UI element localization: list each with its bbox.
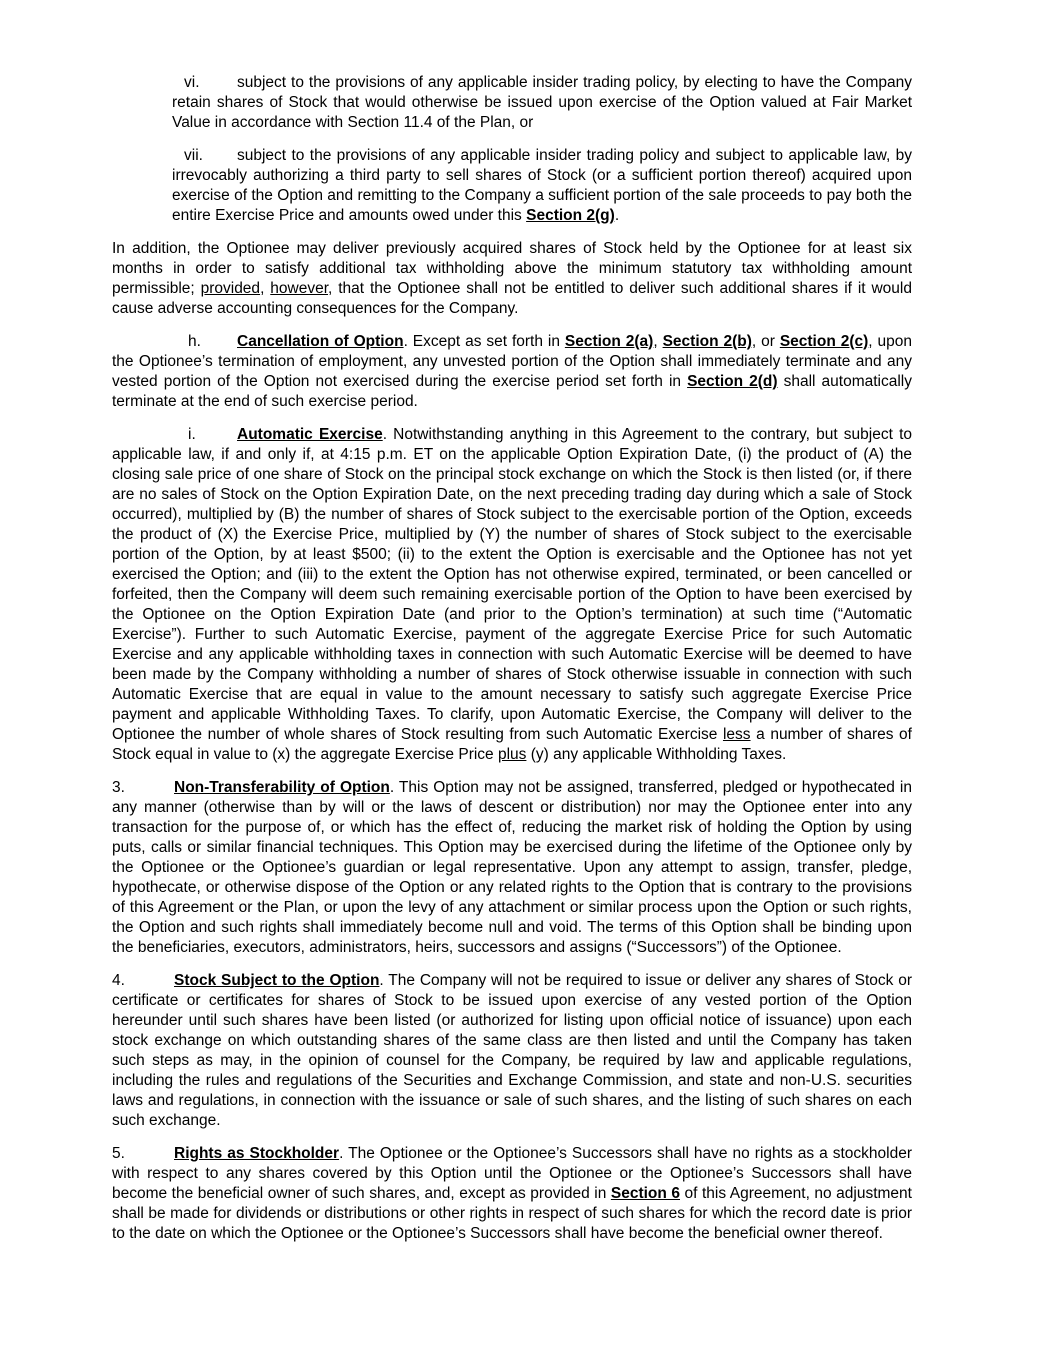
paragraph-number: vi. xyxy=(184,74,200,91)
paragraph-number: 3. xyxy=(112,779,125,796)
text-run: a number of shares of Stock equal in value to (x) the aggregate Exercise Price xyxy=(112,726,912,763)
heading-non-transferability-of-option: Non-Transferability of Option xyxy=(174,779,390,796)
paragraph-number: vii. xyxy=(184,147,203,164)
section-6-ref: Section 6 xyxy=(610,1185,680,1202)
heading-stock-subject-to-the-option: Stock Subject to the Option xyxy=(174,972,380,989)
heading-cancellation-of-option: Cancellation of Option xyxy=(237,333,404,350)
paragraph-number: 4. xyxy=(112,972,125,989)
section-2c-ref: Section 2(c) xyxy=(779,333,869,350)
section-2d-ref: Section 2(d) xyxy=(687,373,778,390)
section-2b-ref: Section 2(b) xyxy=(662,333,752,350)
clause-vi xyxy=(172,73,912,133)
text-run: . The Company will not be required to issue or deliver any shares of Stock or certificate or certificates for shares of Stock to be issued upon exercise of any vested portion of the Option hereunder until such shares have been listed (or authorized for listing upon official notice of issuance) upon each stock exchange on which outstanding shares of the same class are then listed and until the Company has taken such steps as may, in the opinion of counsel for the Company, be required by law and applicable regulations, including the rules and regulations of the Securities and Exchange Commission, and state and non-U.S. securities laws and regulations, in connection with the issuance or sale of such shares, and the listing of such shares on each such exchange. xyxy=(112,972,913,1129)
text-run: subject to the provisions of any applicable insider trading policy and subject to applicable law, by irrevocably authorizing a third party to sell shares of Stock (or a sufficient portion thereof) acquired upon exercise of the Option and remitting to the Company a sufficient portion of the sale proceeds to pay both the entire Exercise Price and amounts owed under this xyxy=(172,147,912,224)
heading-automatic-exercise: Automatic Exercise xyxy=(237,426,383,443)
section-2a-ref: Section 2(a) xyxy=(564,333,654,350)
text-run: , that the Optionee shall not be entitled to deliver such additional shares if it would cause adverse accounting consequences for the Company. xyxy=(112,280,912,317)
text-run: less xyxy=(722,726,751,743)
text-run: . This Option may not be assigned, transferred, pledged or hypothecated in any manner (otherwise than by will or the laws of descent or distribution) nor may the Optionee enter into any transaction for the purpose of, or which has the effect of, reducing the market risk of holding the Option by using puts, calls or similar financial techniques. This Option may be exercised during the lifetime of the Optionee only by the Optionee or the Optionee’s guardian or legal representative. Upon any attempt to assign, transfer, pledge, hypothecate, or otherwise dispose of the Option or any related rights to the Option that is contrary to the provisions of this Agreement or the Plan, or upon the levy of any attachment or similar process upon the Option or such rights, the Option and such rights shall immediately become null and void. The terms of this Option shall be binding upon the beneficiaries, executors, administrators, heirs, successors and assigns (“Successors”) of the Optionee. xyxy=(112,779,912,956)
text-run: , xyxy=(260,280,271,297)
text-run: . Notwithstanding anything in this Agreement to the contrary, but subject to applicable law, if and only if, at 4:15 p.m. ET on the applicable Option Expiration Date, (i) the product of (A) the closing sale price of one share of Stock on the principal stock exchange on which the Stock is then listed (or, if there are no sales of Stock on the Option Expiration Date, on the next preceding trading day during which a sale of Stock occurred), multiplied by (B) the number of shares of Stock subject to the exercisable portion of the Option, exceeds the product of (X) the Exercise Price, multiplied by (Y) the number of shares of Stock subject to the exercisable portion of the Option, by at least $500; (ii) to the extent the Option is exercisable and the Optionee has not yet exercised the Option; and (iii) to the extent the Option has not otherwise expired, terminated, or been cancelled or forfeited, then the Company will deem such remaining exercisable portion of the Option to have been exercised by the Optionee on the Option Expiration Date (and prior to the Option’s termination) at such time (“Automatic Exercise”). Further to such Automatic Exercise, payment of the aggregate Exercise Price for such Automatic Exercise and any applicable withholding taxes in connection with such Automatic Exercise will be deemed to have been made by the Company withholding a number of shares of Stock otherwise issuable in connection with such Automatic Exercise that are equal in value to the amount necessary to satisfy such aggregate Exercise Price payment and applicable Withholding Taxes. To clarify, upon Automatic Exercise, the Company will deliver to the Optionee the number of whole shares of Stock resulting from such Automatic Exercise xyxy=(112,426,912,743)
paragraph-number: h. xyxy=(188,333,201,350)
clause-vii xyxy=(172,146,912,226)
text-run: , upon the Optionee’s termination of employment, any unvested portion of the Option shall immediately terminate and any vested portion of the Option not exercised during the exercise period set forth in xyxy=(112,333,912,390)
text-run: however xyxy=(270,280,329,297)
section-2g-ref: Section 2(g) xyxy=(526,207,615,224)
text-run: In addition, the Optionee may deliver previously acquired shares of Stock held by the Optionee for at least six months in order to satisfy additional tax withholding above the minimum statutory tax withholding amount permissible; xyxy=(112,240,912,297)
clause-i-automatic-exercise xyxy=(112,425,912,765)
text-run: . Except as set forth in xyxy=(403,333,565,350)
section-4-stock-subject xyxy=(112,971,912,1131)
text-run: of this Agreement, no adjustment shall be made for dividends or distributions or other rights in respect of such shares for which the record date is prior to the date on which the Optionee or the Optionee’s Successors shall have become the beneficial owner thereof. xyxy=(112,1185,912,1242)
paragraph-number: 5. xyxy=(112,1145,125,1162)
text-run: subject to the provisions of any applicable insider trading policy, by electing to have the Company retain shares of Stock that would otherwise be issued upon exercise of the Option valued at Fair Market Value in accordance with Section 11.4 of the Plan, or xyxy=(172,74,912,131)
text-run: (y) any applicable Withholding Taxes. xyxy=(526,746,787,763)
text-run: . xyxy=(614,207,620,224)
text-run: , xyxy=(653,333,663,350)
heading-rights-as-stockholder: Rights as Stockholder xyxy=(174,1145,340,1162)
text-run: . The Optionee or the Optionee’s Successors shall have no rights as a stockholder with respect to any shares covered by this Option until the Optionee or the Optionee’s Successors shall have become the beneficial owner of such shares, and, except as provided in xyxy=(112,1145,912,1202)
paragraph-number: i. xyxy=(188,426,196,443)
section-5-rights-stockholder xyxy=(112,1144,912,1244)
section-3-non-transferability xyxy=(112,778,912,958)
text-run: shall automatically terminate at the end of such exercise period. xyxy=(112,373,912,410)
text-run: , or xyxy=(751,333,780,350)
clause-h-cancellation-of-option xyxy=(112,332,912,412)
text-run: plus xyxy=(497,746,527,763)
text-run: provided xyxy=(200,280,261,297)
para-additional-shares xyxy=(112,239,912,319)
